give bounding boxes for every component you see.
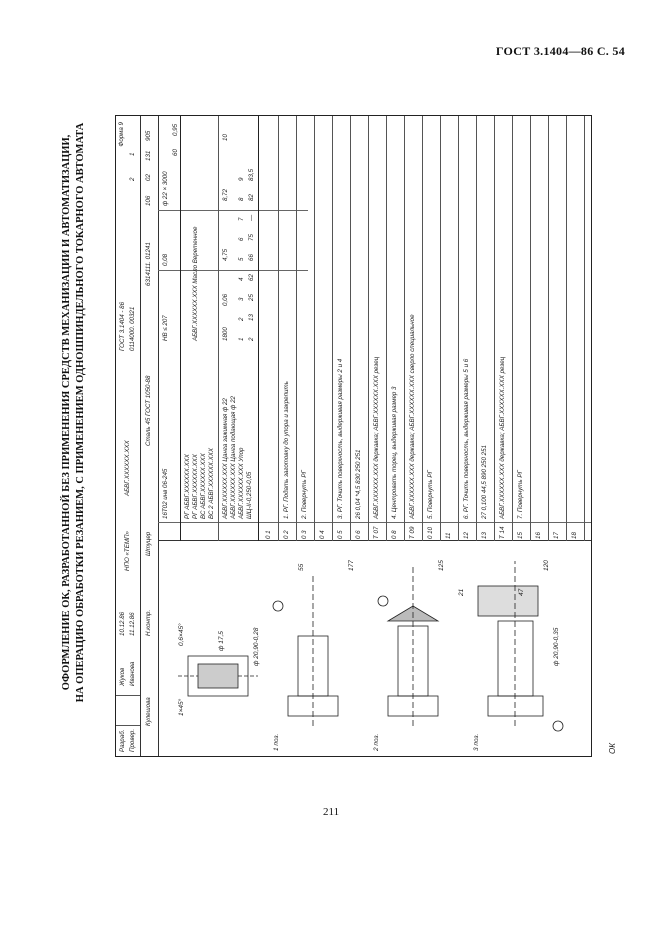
step-row-line xyxy=(440,116,441,541)
step-row-line xyxy=(458,116,459,541)
page-number: 211 xyxy=(323,806,340,818)
cam-h7: 7 xyxy=(238,217,245,221)
code-row-2: 106 xyxy=(145,195,152,206)
cam-v8: 82 xyxy=(248,194,255,201)
sheet-number: 2 xyxy=(129,177,136,181)
step-row-line xyxy=(422,116,423,541)
cam-h6: 6 xyxy=(238,237,245,241)
material: Сталь 45 ГОСТ 1050-88 xyxy=(145,375,152,446)
step-text: АБВГ.ХХХХХХ.ХХХ державка; АБВГ.ХХХХХХ.ХХХ резец xyxy=(373,356,380,519)
dim-9: 120 xyxy=(543,560,550,571)
instrument-1: РГ АБВГ.ХХХХХХ.ХХХ xyxy=(184,454,191,519)
step-text: 26 0,04 *4,5 830 250 251 xyxy=(355,449,362,519)
stamp-lower-bar xyxy=(140,116,159,756)
gost-header: ГОСТ 3.1404—86 С. 54 xyxy=(495,44,625,58)
step-text: 1. РГ. Подать заготовку до упора и закрепить xyxy=(283,381,290,519)
hardness: НВ ≤ 207 xyxy=(162,315,169,341)
dim-8: 125 xyxy=(438,560,445,571)
dim-2: ф 17,5 xyxy=(218,631,225,651)
step-row-line xyxy=(386,116,387,541)
stamp-label-4: Н.контр. xyxy=(145,609,152,636)
stamp-name-1: Жуков xyxy=(119,667,126,686)
instrument-3: ВС АБВГ.ХХХХХХ.ХХХ xyxy=(200,453,207,519)
step-text: 3. РГ. Точить поверхность, выдерживая размеры 2 и 4 xyxy=(337,358,344,519)
step-text: АБВГ.ХХХХХХ.ХХХ державка; АБВГ.ХХХХХХ.ХХХ резец xyxy=(499,356,506,519)
dim-11: 47 xyxy=(518,588,525,596)
dim-1: ф 20,90-0,28 xyxy=(253,627,260,666)
doc-number: 0114000. 00321 xyxy=(129,306,136,351)
dim-3: ф 20,90-0,35 xyxy=(553,627,560,666)
dim-6: 55 xyxy=(298,563,305,571)
operation-card-frame xyxy=(115,115,617,757)
step-text: 2. Повернуть РГ xyxy=(301,470,308,519)
code-row: 6314111. 01241 xyxy=(145,242,152,286)
cam-v2: 13 xyxy=(248,314,255,321)
step-number: 0 4 xyxy=(319,530,326,539)
step-row-line xyxy=(350,116,351,541)
step-text: 7. Повернуть РГ xyxy=(517,470,524,519)
step-row-line xyxy=(296,116,297,541)
mode-v: 10 xyxy=(222,134,229,141)
step-number: Т 14 xyxy=(499,526,506,539)
step-number: 0 5 xyxy=(337,530,344,539)
mode-s: 0,06 xyxy=(222,293,229,306)
stamp-name-2: Иванова xyxy=(129,661,136,686)
cam-h3: 3 xyxy=(238,297,245,301)
step-row-line xyxy=(332,116,333,541)
cam-v5: 66 xyxy=(248,254,255,261)
title-line-1: ОФОРМЛЕНИЕ ОК, РАЗРАБОТАННОЙ БЕЗ ПРИМЕНЕНИЯ СРЕДСТВ МЕХАНИЗАЦИИ И АВТОМАТИЗАЦИИ, xyxy=(61,134,72,691)
step-row-line xyxy=(566,116,567,541)
dim-5: 0,6×45° xyxy=(178,623,185,646)
product-code: АБВГ.ХХХХХХ.ХХХ xyxy=(124,440,131,496)
part-name: Штуцер xyxy=(145,531,152,556)
step-number: 13 xyxy=(481,532,488,539)
stamp-label-2: Провер. xyxy=(129,728,136,752)
mode-t1: 4,75 xyxy=(222,248,229,261)
step-row-line xyxy=(548,116,549,541)
cam-v9: 83,5 xyxy=(248,168,255,181)
stamp-label-3: Кулешова xyxy=(145,697,152,726)
step-row-line xyxy=(512,116,513,541)
code-row-3: 02 xyxy=(145,174,152,181)
step-text: 5. Повернуть РГ xyxy=(427,470,434,519)
step-text: 27 0,100 44,5 890 250 251 xyxy=(481,445,488,519)
mode-t2: 8,72 xyxy=(222,188,229,201)
step-number: 16 xyxy=(535,532,542,539)
cam-h9: 9 xyxy=(238,177,245,181)
cam-h1: 1 xyxy=(238,337,245,341)
stamp-label-1: Разраб. xyxy=(119,729,126,752)
step-number: 0 2 xyxy=(283,530,290,539)
size-2: 0,95 xyxy=(172,123,179,136)
tooling-3: АБВГ.ХХХХХХ.ХХХ Упор xyxy=(238,447,245,519)
instrument-4: ВС 2 АБВГ.ХХХХХХ.ХХХ xyxy=(208,448,215,519)
code-row-4: 131 xyxy=(145,150,152,161)
mode-n: 1800 xyxy=(222,327,229,341)
step-number: 17 xyxy=(553,532,560,539)
step-text: 4. Центровать торец, выдерживая размер 3 xyxy=(391,386,398,519)
equipment: 16T02 инв 06-245 xyxy=(162,468,169,519)
tooling-2: АБВГ.ХХХХХХ.ХХХ Цанга подающая ф 22 xyxy=(230,396,237,519)
step-row-line xyxy=(404,116,405,541)
dim-7: 177 xyxy=(348,560,355,571)
doc-code: ГОСТ 3.1404 - 86 xyxy=(119,301,126,351)
pos2-label: 2 поз. xyxy=(373,733,380,751)
stamp-date-1: 10.12.86 xyxy=(119,611,126,636)
cam-v7: — xyxy=(248,214,255,221)
step-number: 0 3 xyxy=(301,530,308,539)
mass: 0,08 xyxy=(162,253,169,266)
step-number: 18 xyxy=(571,532,578,539)
stamp-date-2: 11.12.86 xyxy=(129,612,136,636)
form-label: Форма 9 xyxy=(118,122,125,147)
step-row-line xyxy=(584,116,585,541)
step-number: 15 xyxy=(517,532,524,539)
pos3-label: 3 поз. xyxy=(473,733,480,751)
step-row-line xyxy=(278,116,279,541)
step-row-line xyxy=(314,116,315,541)
step-number: Т 09 xyxy=(409,526,416,539)
tooling-4: ШЦ-II-0,250-0,05 xyxy=(246,471,253,519)
cam-h8: 8 xyxy=(238,197,245,201)
rotated-title xyxy=(60,100,100,725)
step-row-line xyxy=(530,116,531,541)
profile: ф 22 × 3000 xyxy=(162,171,169,206)
drawing-area xyxy=(158,540,617,756)
step-number: 0 8 xyxy=(391,530,398,539)
step-number: 12 xyxy=(463,532,470,539)
cam-v1: 2 xyxy=(248,337,255,341)
step-row-line xyxy=(476,116,477,541)
cam-v3: 25 xyxy=(248,294,255,301)
step-text: АБВГ.ХХХХХХ.ХХХ державка; АБВГ.ХХХХХХ.ХХХ сверло специальное xyxy=(409,314,416,519)
code-row-5: 905 xyxy=(145,130,152,141)
coolant: АБВГ.ХХХХХХ.ХХХ Масло Веретенное xyxy=(192,226,199,341)
instrument-2: РГ АБВГ.ХХХХХХ.ХХХ xyxy=(192,454,199,519)
cam-v4: 62 xyxy=(248,274,255,281)
operation-table xyxy=(158,116,591,541)
cam-h2: 2 xyxy=(238,317,245,321)
pos1-label: 1 поз. xyxy=(273,733,280,751)
step-number: 0 1 xyxy=(265,530,272,539)
npo-name: НПО «ТЕМП» xyxy=(124,531,131,571)
cam-h4: 4 xyxy=(238,277,245,281)
cam-v6: 75 xyxy=(248,234,255,241)
dim-10: 21 xyxy=(458,588,465,596)
stamp-row xyxy=(116,116,141,756)
step-text: 6. РГ. Точить поверхность, выдерживая размеры 5 и 6 xyxy=(463,358,470,519)
ok-label: ОК xyxy=(608,743,617,754)
step-number: 0 6 xyxy=(355,530,362,539)
step-number: Т 07 xyxy=(373,526,380,539)
sheets-total: 1 xyxy=(129,152,136,156)
step-number: 0 10 xyxy=(427,526,434,539)
dim-4: 1×45° xyxy=(178,698,185,716)
tooling-1: АБВГ.ХХХХХХ.ХХХ Цанга зажимная ф 22 xyxy=(222,398,229,519)
step-row-line xyxy=(368,116,369,541)
operation-card xyxy=(116,116,617,756)
title-line-2: НА ОПЕРАЦИЮ ОБРАБОТКИ РЕЗАНИЕМ, С ПРИМЕНЕНИЕМ ОДНОШПИНДЕЛЬНОГО ТОКАРНОГО АВТОМАТА xyxy=(75,122,86,703)
cam-h5: 5 xyxy=(238,257,245,261)
step-number: 11 xyxy=(445,532,452,539)
step-row-line xyxy=(494,116,495,541)
size-1: 60 xyxy=(172,149,179,156)
